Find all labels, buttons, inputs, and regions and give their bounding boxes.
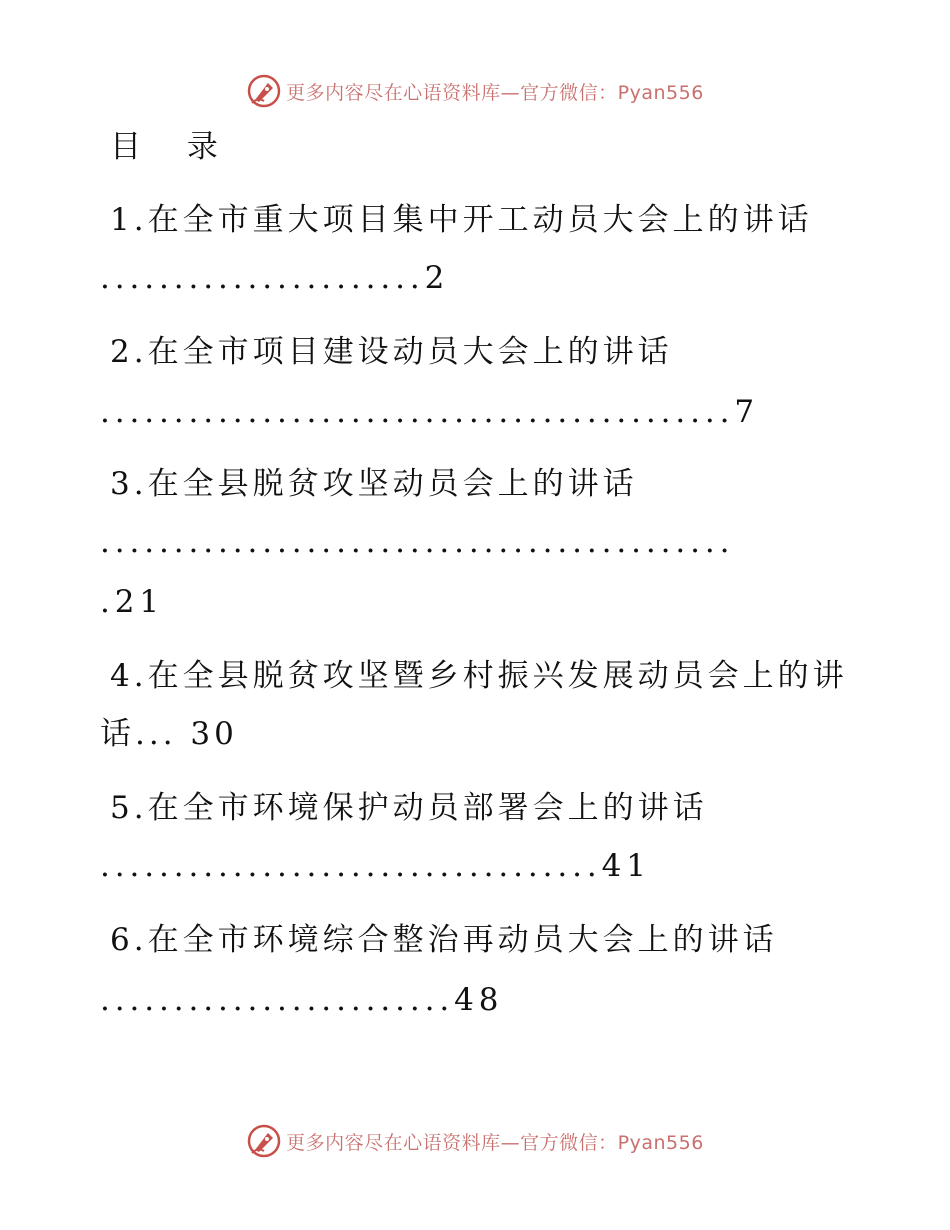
toc-entry-1-title[interactable]: 1.在全市重大项目集中开工动员大会上的讲话 xyxy=(110,202,813,238)
toc-entry-5-leader[interactable]: ..................................41 xyxy=(100,848,651,884)
toc-entry-4-leader[interactable]: 话... 30 xyxy=(100,716,238,752)
toc-entry-3-page[interactable]: .21 xyxy=(100,584,165,620)
watermark-text: 更多内容尽在心语资料库—官方微信：Pyan556 xyxy=(286,1131,704,1154)
header-watermark xyxy=(0,71,950,111)
toc-entry-3-leader[interactable]: ........................................... xyxy=(100,524,735,560)
toc-title: 目 录 xyxy=(110,129,236,165)
toc-entry-4-title[interactable]: 4.在全县脱贫攻坚暨乡村振兴发展动员会上的讲 xyxy=(110,658,848,694)
toc-entry-5-title[interactable]: 5.在全市环境保护动员部署会上的讲话 xyxy=(110,790,708,826)
watermark-text: 更多内容尽在心语资料库—官方微信：Pyan556 xyxy=(286,81,704,104)
toc-entry-1-leader[interactable]: ......................2 xyxy=(100,260,450,296)
pen-nib-logo-icon xyxy=(246,1123,282,1159)
toc-entry-6-leader[interactable]: ........................48 xyxy=(100,982,504,1018)
footer-watermark xyxy=(0,1121,950,1161)
toc-entry-3-title[interactable]: 3.在全县脱贫攻坚动员会上的讲话 xyxy=(110,466,638,502)
toc-entry-2-title[interactable]: 2.在全市项目建设动员大会上的讲话 xyxy=(110,334,673,370)
toc-entry-2-leader[interactable]: ...........................................7 xyxy=(100,394,760,430)
toc-entry-6-title[interactable]: 6.在全市环境综合整治再动员大会上的讲话 xyxy=(110,922,778,958)
pen-nib-logo-icon xyxy=(246,73,282,109)
